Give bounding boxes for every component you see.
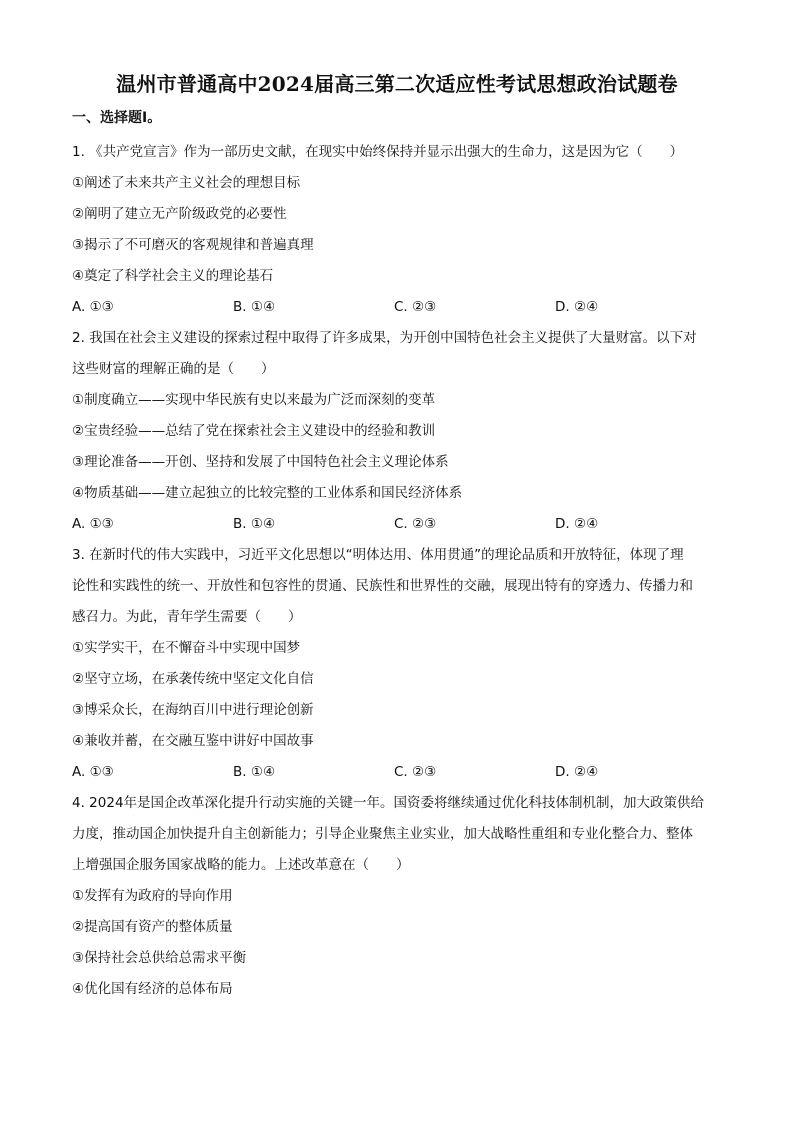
answer-option: D. ②④ (555, 299, 599, 315)
answer-options (72, 509, 732, 540)
answer-option: A. ①③ (72, 299, 114, 315)
statement-item: ④奠定了科学社会主义的理论基石 (72, 268, 274, 284)
answer-option: D. ②④ (555, 516, 599, 532)
statement-item: ③揭示了不可磨灭的客观规律和普遍真理 (72, 237, 314, 253)
statement-item: ①发挥有为政府的导向作用 (72, 888, 233, 904)
statement-item: ①阐述了未来共产主义社会的理想目标 (72, 175, 301, 191)
question-stem-line: 4. 2024年是国企改革深化提升行动实施的关键一年。国资委将继续通过优化科技体制机制，加大政策供给 (72, 795, 705, 811)
answer-option: C. ②③ (394, 299, 437, 315)
question-3 (72, 540, 732, 788)
statement-item: ③博采众长，在海纳百川中进行理论创新 (72, 702, 314, 718)
statement-item: ①制度确立——实现中华民族有史以来最为广泛而深刻的变革 (72, 392, 436, 408)
question-stem-line: 论性和实践性的统一、开放性和包容性的贯通、民族性和世界性的交融，展现出特有的穿透力、传播力和 (72, 578, 693, 594)
question-stem-line: 力度，推动国企加快提升自主创新能力；引导企业聚焦主业实业，加大战略性重组和专业化整合力、整体 (72, 826, 693, 842)
question-stem-line: 上增强国企服务国家战略的能力。上述改革意在（ ） (72, 857, 410, 873)
statement-item: ①实学实干，在不懈奋斗中实现中国梦 (72, 640, 301, 656)
question-4 (72, 788, 732, 1005)
answer-option: B. ①④ (233, 764, 276, 780)
statement-item: ④优化国有经济的总体布局 (72, 981, 233, 997)
statement-item: ③保持社会总供给总需求平衡 (72, 950, 247, 966)
statement-item: ②阐明了建立无产阶级政党的必要性 (72, 206, 287, 222)
answer-option: A. ①③ (72, 516, 114, 532)
question-list (72, 137, 732, 1005)
answer-option: B. ①④ (233, 516, 276, 532)
statement-item: ②宝贵经验——总结了党在探索社会主义建设中的经验和教训 (72, 423, 436, 439)
question-1 (72, 137, 732, 323)
statement-item: ③理论准备——开创、坚持和发展了中国特色社会主义理论体系 (72, 454, 449, 470)
statement-item: ④兼收并蓄，在交融互鉴中讲好中国故事 (72, 733, 314, 749)
question-stem-line: 3. 在新时代的伟大实践中，习近平文化思想以“明体达用、体用贯通”的理论品质和开放特征，体现了理 (72, 547, 684, 563)
question-stem-line: 感召力。为此，青年学生需要（ ） (72, 609, 302, 625)
answer-option: B. ①④ (233, 299, 276, 315)
section-heading: 一、选择题Ⅰ。 (72, 110, 162, 126)
page-title: 温州市普通高中2024届高三第二次适应性考试思想政治试题卷 (116, 72, 678, 96)
answer-option: C. ②③ (394, 516, 437, 532)
answer-option: C. ②③ (394, 764, 437, 780)
statement-item: ④物质基础——建立起独立的比较完整的工业体系和国民经济体系 (72, 485, 463, 501)
answer-option: A. ①③ (72, 764, 114, 780)
question-stem-line: 2. 我国在社会主义建设的探索过程中取得了许多成果，为开创中国特色社会主义提供了大量财富。以下对 (72, 330, 697, 346)
answer-options (72, 292, 732, 323)
statement-item: ②提高国有资产的整体质量 (72, 919, 233, 935)
question-stem-line: 1. 《共产党宣言》作为一部历史文献，在现实中始终保持并显示出强大的生命力，这是因为它（ ） (72, 144, 684, 160)
question-2 (72, 323, 732, 540)
answer-option: D. ②④ (555, 764, 599, 780)
statement-item: ②坚守立场，在承袭传统中坚定文化自信 (72, 671, 314, 687)
question-stem-line: 这些财富的理解正确的是（ ） (72, 361, 275, 377)
answer-options (72, 757, 732, 788)
